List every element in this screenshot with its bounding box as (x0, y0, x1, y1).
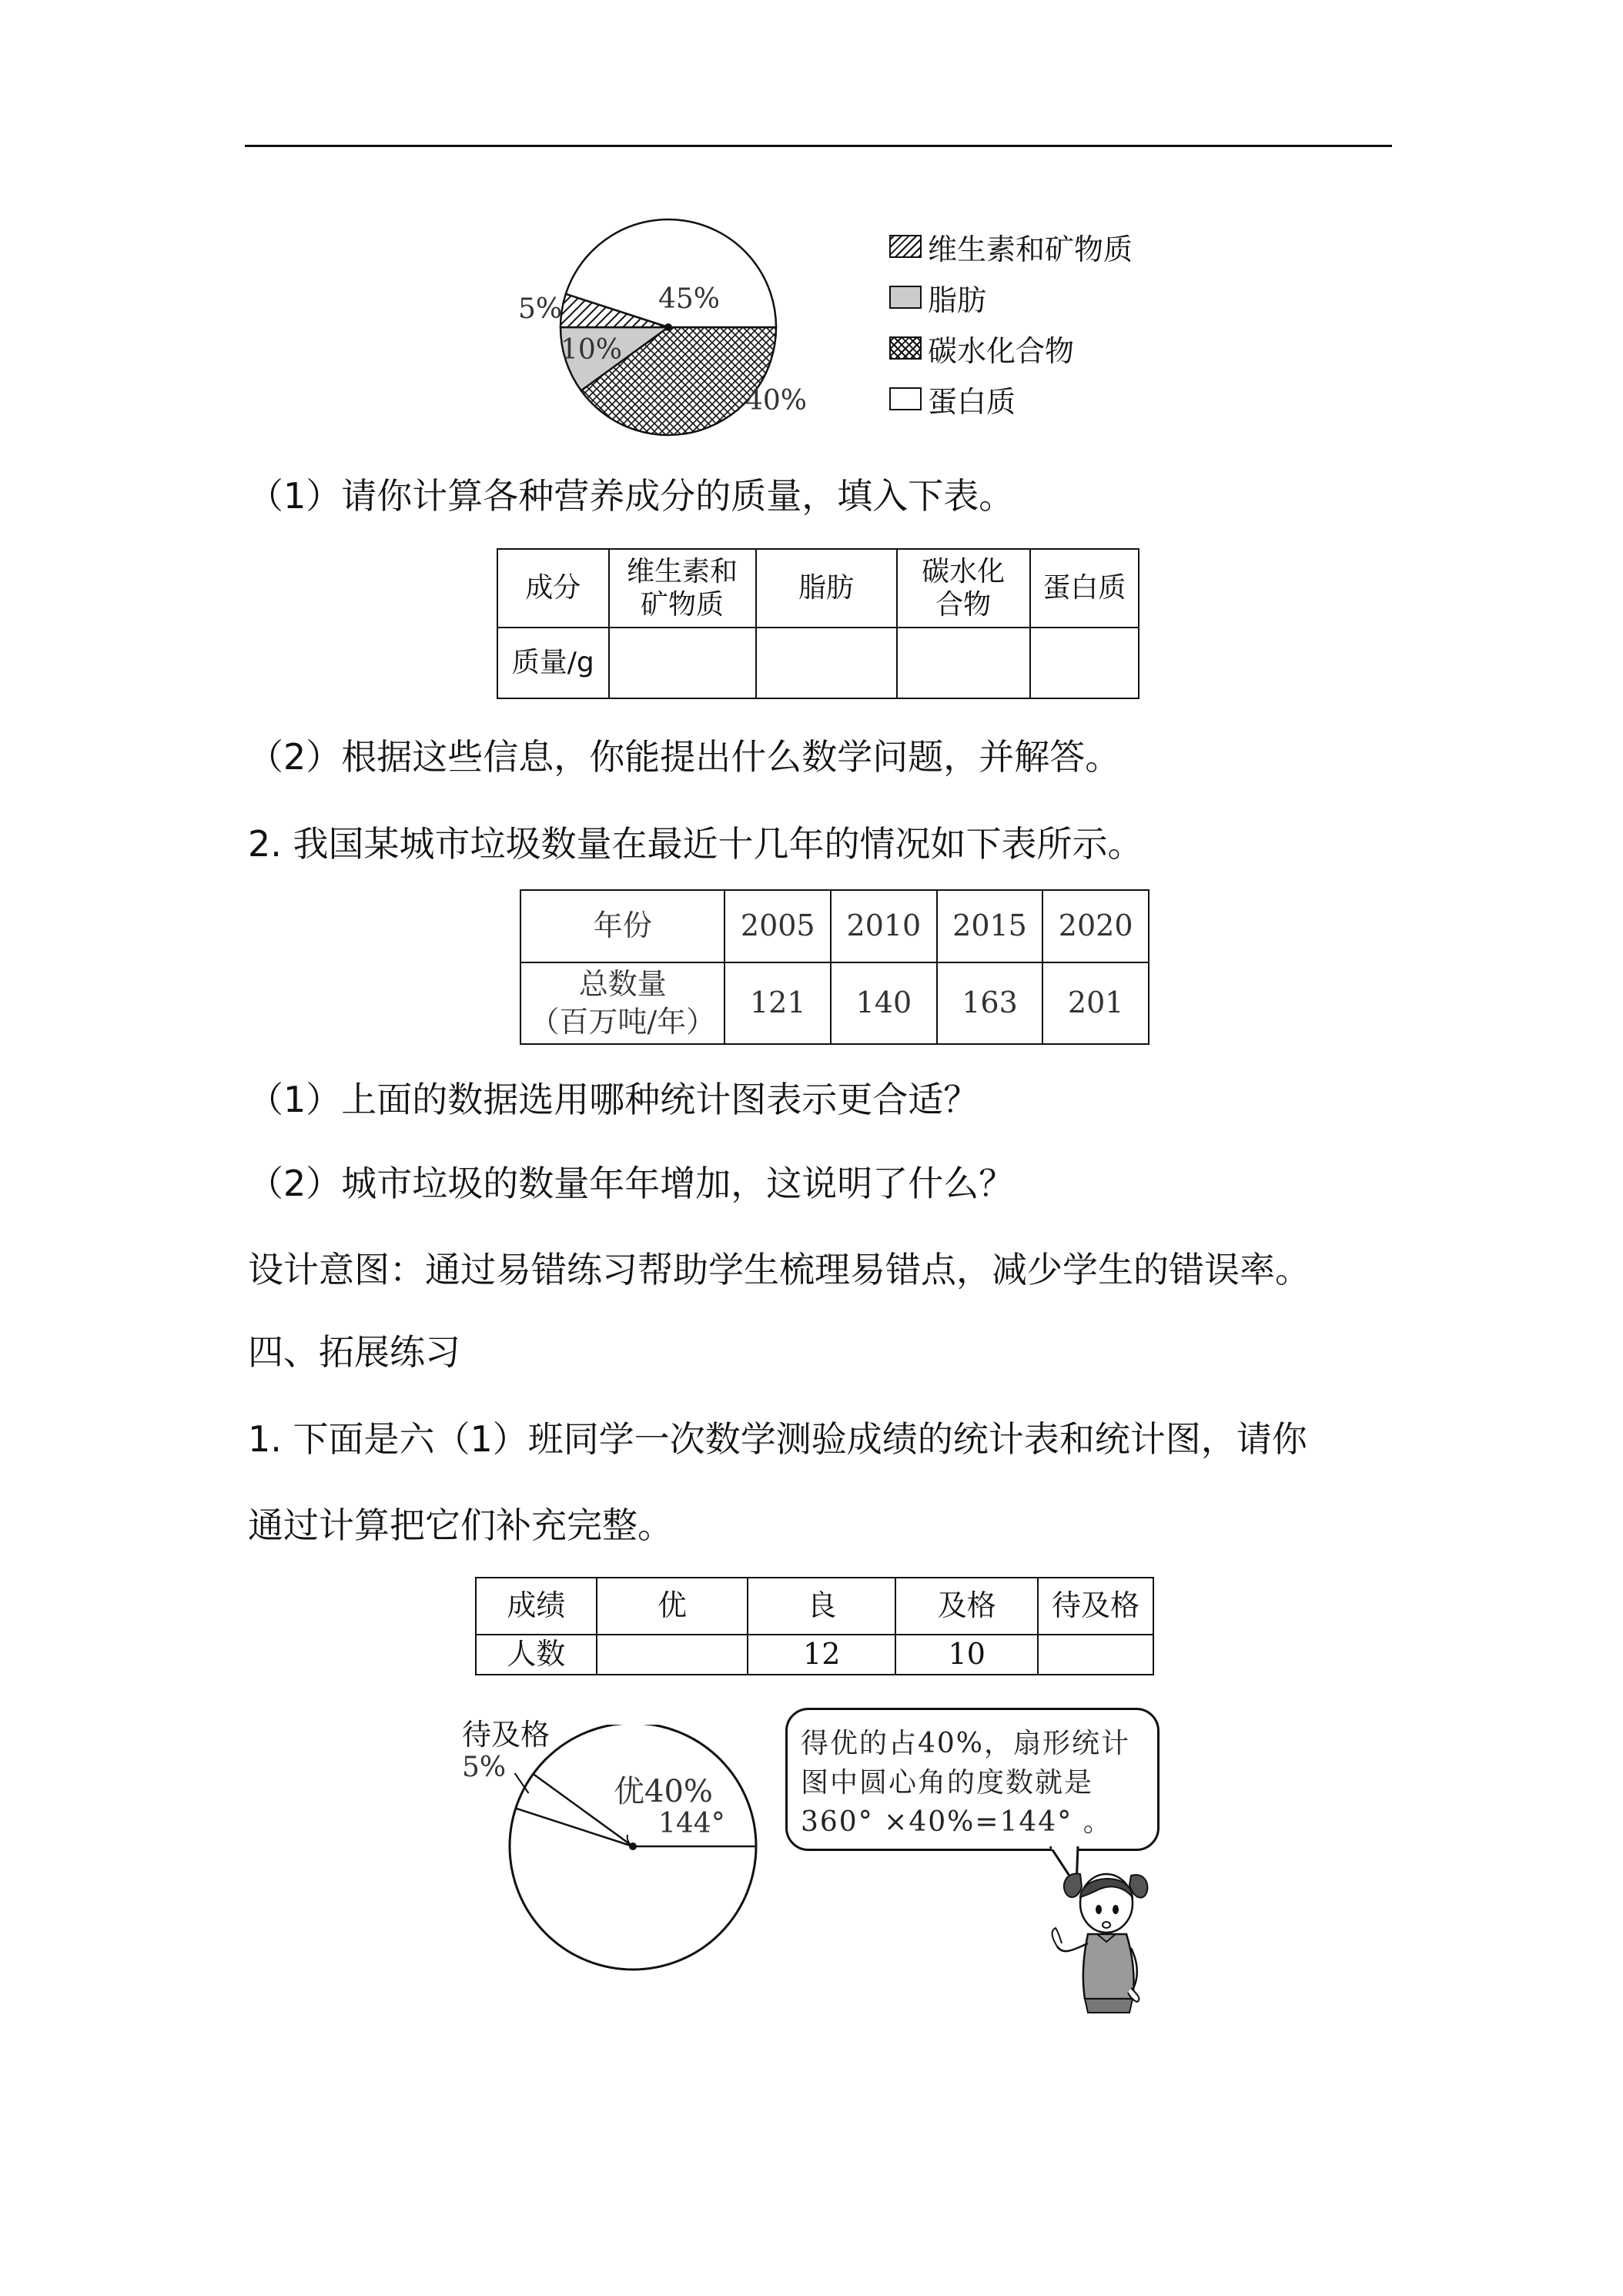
bubble-line-2: 图中圆心角的度数就是 (801, 1767, 1094, 1799)
white-swatch (889, 387, 922, 410)
pie-label-protein: 45% (658, 283, 721, 315)
section-title: 四、拓展练习 (248, 1331, 460, 1373)
girl-illustration (1036, 1848, 1174, 2025)
question-1-part-2: （2）根据这些信息，你能提出什么数学问题，并解答。 (248, 736, 1121, 778)
table-header: 蛋白质 (1030, 549, 1139, 628)
bubble-line-1: 得优的占40%，扇形统计 (801, 1728, 1131, 1759)
pie-center-dot (664, 323, 672, 331)
legend-protein (889, 383, 1016, 419)
value-cell: 121 (724, 962, 831, 1044)
year-cell: 2015 (937, 890, 1043, 962)
value-cell: 10 (895, 1635, 1038, 1675)
pie-label-fat: 10% (561, 334, 623, 366)
legend-label-vitamins: 维生素和矿物质 (928, 232, 1133, 266)
header-rule (245, 145, 1392, 147)
score-table (475, 1577, 1154, 1675)
question-1-part-1: （1）请你计算各种营养成分的质量，填入下表。 (248, 475, 1015, 517)
value-cell: 12 (748, 1635, 895, 1675)
legend-fat (889, 282, 987, 317)
gray-swatch (889, 286, 922, 309)
question-2-part-2: （2）城市垃圾的数量年年增加，这说明了什么？ (248, 1163, 1015, 1204)
value-cell: 140 (831, 962, 937, 1044)
table-header: 碳水化 合物 (897, 549, 1030, 628)
table-header: 待及格 (1038, 1578, 1153, 1635)
row-label-line1: 总数量 (578, 966, 667, 1001)
legend-label-carbs: 碳水化合物 (928, 333, 1075, 368)
year-cell: 2020 (1042, 890, 1149, 962)
legend-vitamins (889, 231, 1133, 266)
legend-carbs (889, 333, 1075, 368)
crosshatch-swatch (889, 336, 922, 360)
pie-label-carbs: 40% (745, 385, 808, 417)
answer-cell[interactable] (609, 628, 756, 698)
answer-cell[interactable] (597, 1635, 748, 1675)
score-label-angle: 144° (658, 1808, 725, 1839)
legend-label-fat: 脂肪 (928, 283, 987, 317)
score-label-wait-pct: 5% (462, 1752, 507, 1783)
table-header: 良 (748, 1578, 895, 1635)
score-label-good: 优40% (614, 1774, 713, 1809)
answer-cell[interactable] (1038, 1635, 1153, 1675)
answer-cell[interactable] (1030, 628, 1139, 698)
year-cell: 2005 (724, 890, 831, 962)
table-header: 优 (597, 1578, 748, 1635)
question-3-line-2: 通过计算把它们补充完整。 (248, 1504, 673, 1546)
value-cell: 163 (937, 962, 1043, 1044)
table-row-label: 质量/g (497, 628, 609, 698)
row-label-line2: （百万吨/年） (530, 1005, 716, 1039)
table-header: 成分 (497, 549, 609, 628)
score-pie-chart (500, 1725, 778, 2002)
nutrition-pie-chart (539, 208, 832, 454)
table-header: 年份 (520, 890, 724, 962)
table-row-label: 人数 (476, 1635, 597, 1675)
answer-cell[interactable] (756, 628, 897, 698)
table-header: 维生素和 矿物质 (609, 549, 756, 628)
design-intent: 设计意图：通过易错练习帮助学生梳理易错点，减少学生的错误率。 (248, 1249, 1310, 1290)
garbage-table (520, 889, 1149, 1045)
question-3-line-1: 1. 下面是六（1）班同学一次数学测验成绩的统计表和统计图，请你 (248, 1418, 1307, 1460)
nutrition-mass-table (497, 548, 1139, 699)
answer-cell[interactable] (897, 628, 1030, 698)
bubble-line-3: 360° ×40%=144° 。 (801, 1806, 1113, 1838)
question-2: 2. 我国某城市垃圾数量在最近十几年的情况如下表所示。 (248, 823, 1143, 865)
hatch-swatch (889, 235, 922, 258)
pie-center-dot (629, 1842, 637, 1850)
table-header: 成绩 (476, 1578, 597, 1635)
table-header: 及格 (895, 1578, 1038, 1635)
table-row-label (520, 962, 724, 1044)
value-cell: 201 (1042, 962, 1149, 1044)
table-header: 脂肪 (756, 549, 897, 628)
score-label-wait: 待及格 (462, 1718, 550, 1752)
legend-label-protein: 蛋白质 (928, 384, 1016, 419)
year-cell: 2010 (831, 890, 937, 962)
pie-label-vitamins: 5% (518, 293, 563, 325)
question-2-part-1: （1）上面的数据选用哪种统计图表示更合适？ (248, 1079, 979, 1120)
